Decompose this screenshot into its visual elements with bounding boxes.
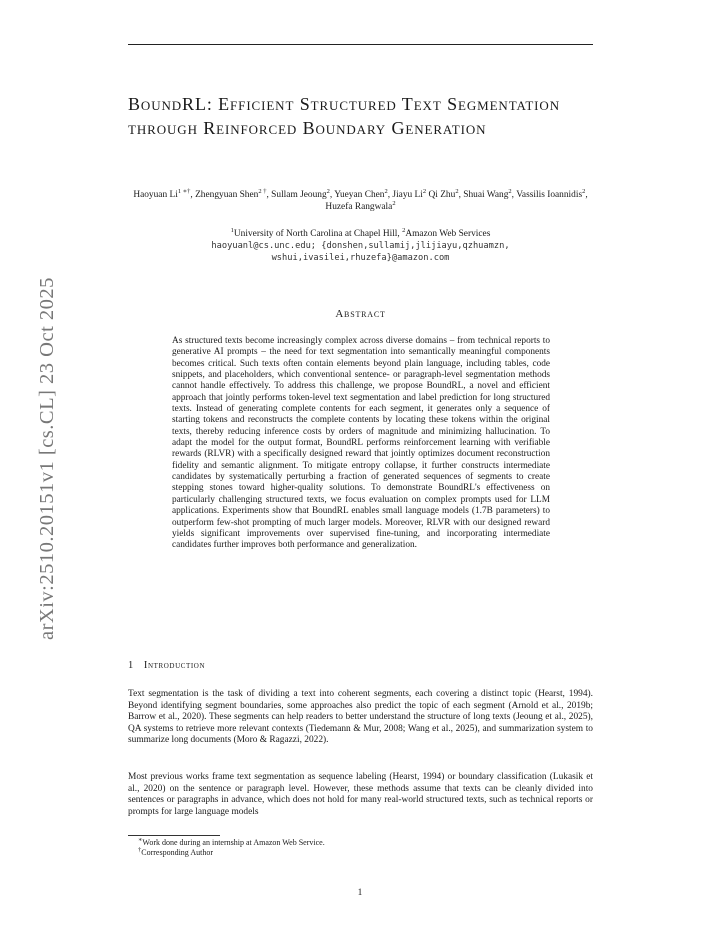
footnote xyxy=(138,848,213,858)
footnote-mark: ∗ xyxy=(138,836,143,844)
arxiv-stamp: arXiv:2510.20151v1 [cs.CL] 23 Oct 2025 xyxy=(36,277,58,640)
affiliation-mark: 2 xyxy=(402,226,406,234)
abstract-heading: Abstract xyxy=(335,308,386,320)
affiliations xyxy=(128,228,593,240)
body-paragraph: Most previous works frame text segmentation as sequence labeling (Hearst, 1994) or boundary classification (Lukasik et al., 2020) on the sentence or paragraph level. However, these methods assume that texts can be cleanly divided into sentences or paragraphs in advance, which does not hold for many real-world structured texts, such as technical reports or prompts for large language models xyxy=(128,772,593,817)
author-mark: 2 xyxy=(422,187,427,195)
author: Zhengyuan Shen xyxy=(195,190,259,200)
footnote-text: Corresponding Author xyxy=(141,848,214,857)
section-heading xyxy=(128,660,205,671)
author: Sullam Jeoung xyxy=(271,190,327,200)
affiliation-mark: 1 xyxy=(230,226,234,234)
author: Qi Zhu xyxy=(428,190,456,200)
footnote-text: Work done during an internship at Amazon Web Service. xyxy=(142,838,325,847)
author-mark: 2 xyxy=(582,187,586,195)
author-mark: 2 xyxy=(392,199,396,207)
affiliation: Amazon Web Services xyxy=(405,229,491,239)
author-list: Haoyuan $Li^{1 ∗\dagger}$, Zhengyuan Shen$^{2 \dagger}$, Sullam Jeoung$^2$, Yueyan Chen$^2$, Jiayu Li$^2$ Qi Zhu$^2$, Shuai Wang$^2$, Vassilis Ioannidis$^2$, Huzefa Rangwala$^2$ xyxy=(133,187,588,212)
author-mark: 2 xyxy=(508,187,512,195)
author: Jiayu Li xyxy=(392,190,423,200)
section-title: Introduction xyxy=(143,660,206,671)
footnote-mark: † xyxy=(138,846,142,854)
author-mark: 2 xyxy=(384,187,388,195)
email-line: haoyuanl@cs.unc.edu; {donshen,sullamij,jlijiayu,qzhuamzn, xyxy=(211,241,510,251)
top-rule xyxy=(128,44,593,45)
section-number: 1 xyxy=(128,660,134,671)
body-paragraph: Text segmentation is the task of dividing a text into coherent segments, each covering a distinct topic (Hearst, 1994). Beyond identifying segment boundaries, some approaches also predict the topic of each segment (Arnold et al., 2019b; Barrow et al., 2020). These segments can help readers to better understand the structure of long texts (Jeoung et al., 2025), QA systems to retrieve more relevant contexts (Tiedemann & Mur, 2008; Wang et al., 2025), and summarization system to summarize long documents (Moro & Ragazzi, 2022). xyxy=(128,689,593,745)
author: Vassilis Ioannidis xyxy=(516,190,583,200)
page-number: 1 xyxy=(357,888,363,898)
author: Shuai Wang xyxy=(463,190,509,200)
author: Huzefa Rangwala xyxy=(325,202,393,212)
author-mark: 2 † xyxy=(258,187,267,195)
author: Yueyan Chen xyxy=(334,190,385,200)
abstract-text: As structured texts become increasingly complex across diverse domains – from technical reports to generative AI prompts – the need for text segmentation into semantically meaningful components becomes critical. Such texts often contain elements beyond plain language, including tables, code snippets, and placeholders, which conventional sentence- or paragraph-level segmentation methods cannot handle effectively. To address this challenge, we propose BoundRL, a novel and efficient approach that jointly performs token-level text segmentation and label prediction for long structured texts. Instead of generating complete contents for each segment, it generates only a sequence of starting tokens and reconstructs the complete contents by locating these tokens within the original texts, thereby reducing inference costs by orders of magnitude and minimizing hallucination. To adapt the model for the output format, BoundRL performs reinforcement learning with verifiable rewards (RLVR) with a specifically designed reward that jointly optimizes document reconstruction fidelity and semantic alignment. To mitigate entropy collapse, it further constructs intermediate candidates by systematically perturbing a fraction of generated sequences of segments to create stepping stones toward higher-quality solutions. To demonstrate BoundRL's effectiveness on particularly challenging structured texts, we focus evaluation on complex prompts used for LLM applications. Experiments show that BoundRL enables small language models (1.7B parameters) to outperform few-shot prompting of much larger models. Moreover, RLVR with our designed reward yields significant improvements over supervised fine-tuning, and incorporating intermediate candidates further improves both performance and generalization. xyxy=(172,336,550,551)
affiliation: University of North Carolina at Chapel Hill, xyxy=(233,229,400,239)
email-line: wshui,ivasilei,rhuzefa}@amazon.com xyxy=(271,253,450,263)
author-mark: 2 xyxy=(326,187,330,195)
author-emails xyxy=(128,240,593,264)
author: Haoyuan Li xyxy=(133,190,178,200)
footnote xyxy=(138,838,325,848)
paper-title: BoundRL: Efficient Structured Text Segmentation through Reinforced Boundary Generation xyxy=(128,94,560,138)
author-mark: 1 ∗† xyxy=(177,187,191,195)
author-mark: 2 xyxy=(455,187,459,195)
